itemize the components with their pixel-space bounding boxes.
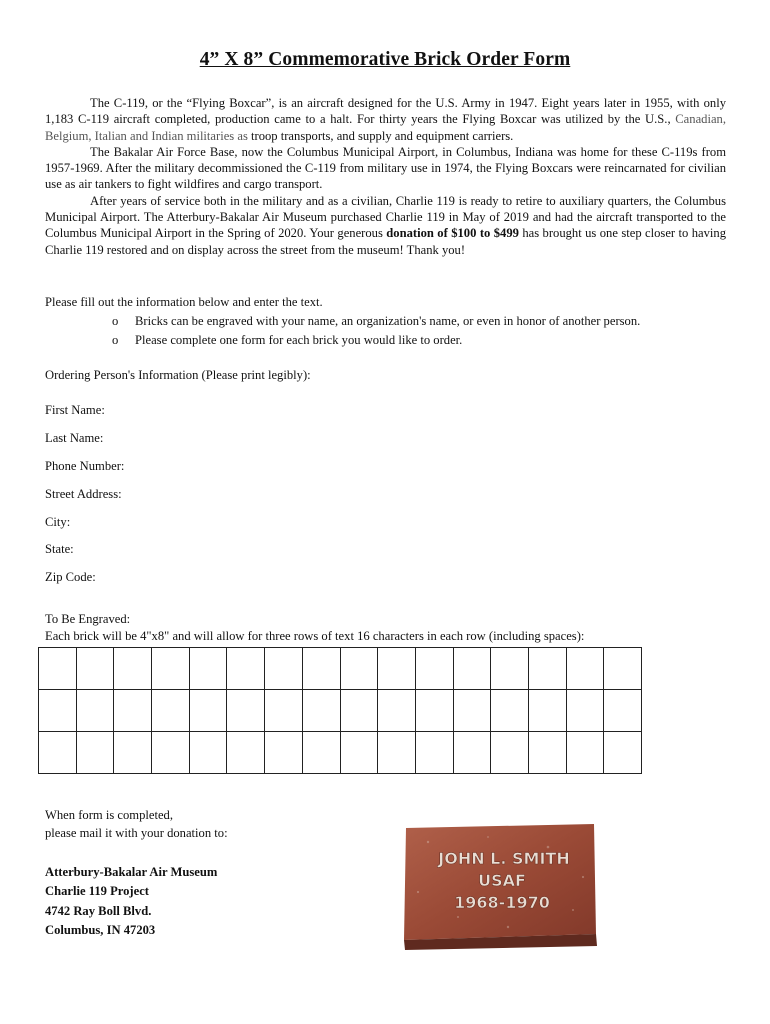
engraving-cell[interactable] [491,732,529,774]
engraving-cell[interactable] [604,732,642,774]
first-name-field[interactable]: First Name: [45,403,105,417]
brick-line-2: USAF [478,871,526,890]
engraving-cell[interactable] [152,690,190,732]
city-field[interactable]: City: [45,515,71,529]
bullet-mark: o [112,332,119,347]
engraving-cell[interactable] [39,648,77,690]
engraving-cell[interactable] [152,732,190,774]
intro-p3-end: has brought us one step closer to having Charlie 119 restored and on display across the street from the museum! Thank you! [45,226,727,257]
engraving-cell[interactable] [415,732,453,774]
engraving-cell[interactable] [453,732,491,774]
intro-p1-end: troop transports, and supply and equipment carriers. [247,128,514,143]
intro-paragraph-3 [45,193,726,258]
form-title: 4” X 8” Commemorative Brick Order Form [199,49,571,70]
engraving-cell[interactable] [114,690,152,732]
mail-instruction-line-1: When form is completed, [45,808,173,822]
address-line: Atterbury-Bakalar Air Museum [45,865,218,879]
state-field[interactable]: State: [45,542,74,556]
engraving-cell[interactable] [491,648,529,690]
phone-number-field[interactable]: Phone Number: [45,459,125,473]
list-item [112,312,732,331]
engraving-cell[interactable] [39,732,77,774]
engraving-cell[interactable] [566,732,604,774]
engraving-cell[interactable] [265,690,303,732]
engraving-title: To Be Engraved: [45,612,131,626]
engraving-cell[interactable] [189,732,227,774]
engraving-cell[interactable] [76,648,114,690]
intro-p1-start: The C-119, or the “Flying Boxcar”, is an aircraft designed for the U.S. Army in 1947. Eight years later in 1955, with only 1,183 C-119 aircraft completed, production came to a halt. For thirty years the Flying Boxcar was utilized by the U.S., [45,96,726,127]
intro-text [45,95,726,258]
engraving-cell[interactable] [302,648,340,690]
engraving-cell[interactable] [76,732,114,774]
engraving-cell[interactable] [227,732,265,774]
engraving-cell[interactable] [39,690,77,732]
engraving-cell[interactable] [453,648,491,690]
intro-p1-highlight: Canadian, Belgium, Italian and Indian militaries as [45,112,726,143]
engraving-cell[interactable] [340,732,378,774]
engraving-cell[interactable] [340,648,378,690]
street-address-field[interactable]: Street Address: [45,487,122,501]
ordering-title: Ordering Person's Information (Please print legibly): [45,368,311,382]
address-line: 4742 Ray Boll Blvd. [45,903,152,918]
bullet-text: Bricks can be engraved with your name, an organization's name, or even in honor of another person. [135,314,641,328]
engraving-cell[interactable] [453,690,491,732]
zip-code-field[interactable]: Zip Code: [45,570,96,584]
address-line: Charlie 119 Project [45,884,149,899]
engraving-cell[interactable] [152,648,190,690]
engraving-cell[interactable] [227,648,265,690]
engraving-cell[interactable] [491,690,529,732]
engraving-cell[interactable] [415,690,453,732]
engraving-cell[interactable] [265,732,303,774]
engraving-cell[interactable] [566,690,604,732]
engraving-cell[interactable] [265,648,303,690]
list-item [112,331,732,350]
engraving-cell[interactable] [528,690,566,732]
donation-amount: donation of $100 to $499 [386,226,519,241]
engraving-cell[interactable] [528,648,566,690]
instructions-title: Please fill out the information below and enter the text. [45,295,323,309]
engraving-row [39,648,642,690]
engraving-cell[interactable] [604,690,642,732]
engraving-cell[interactable] [378,732,416,774]
intro-paragraph-2: The Bakalar Air Force Base, now the Columbus Municipal Airport, in Columbus, Indiana was home for these C-119s from 1957-1969. After the military decommissioned the C-119 from military use in 1974, the Flying Boxcars were reincarnated for civilian use as air tankers to fight wildfires and cargo transport. [45,144,726,192]
bullet-mark: o [112,314,119,328]
engraving-cell[interactable] [189,690,227,732]
engraving-grid [38,647,642,774]
engraving-cell[interactable] [604,648,642,690]
brick-line-3: 1968-1970 [454,893,550,912]
engraving-cell[interactable] [528,732,566,774]
engraving-cell[interactable] [415,648,453,690]
engraving-cell[interactable] [302,690,340,732]
engraving-cell[interactable] [378,648,416,690]
mailing-address [45,863,217,940]
engraving-cell[interactable] [189,648,227,690]
last-name-field[interactable]: Last Name: [45,431,104,445]
engraving-cell[interactable] [378,690,416,732]
engraving-cell[interactable] [302,732,340,774]
instructions-list [112,312,732,349]
engraving-cell[interactable] [76,690,114,732]
brick-line-1: JOHN L. SMITH [438,849,570,868]
intro-paragraph-1 [45,95,726,144]
engraving-cell[interactable] [114,732,152,774]
address-line: Columbus, IN 47203 [45,922,156,937]
engraving-cell[interactable] [114,648,152,690]
engraving-row [39,690,642,732]
engraving-row [39,732,642,774]
bullet-text: Please complete one form for each brick you would like to order. [135,332,463,347]
engraving-cell[interactable] [340,690,378,732]
mail-instruction-line-2: please mail it with your donation to: [45,826,228,840]
engraving-cell[interactable] [566,648,604,690]
engraved-brick-image [398,822,598,952]
intro-p3-start: After years of service both in the military and as a civilian, Charlie 119 is ready to retire to auxiliary quarters, the Columbus Municipal Airport. The Atterbury-Bakalar Air Museum purchased Charlie 119 in May of 2019 and had the aircraft transported to the Columbus Municipal Airport in the Spring of 2020. Your generous [45,193,726,241]
engraving-note: Each brick will be 4"x8" and will allow for three rows of text 16 characters in each row (including spaces): [45,629,585,643]
engraving-cell[interactable] [227,690,265,732]
